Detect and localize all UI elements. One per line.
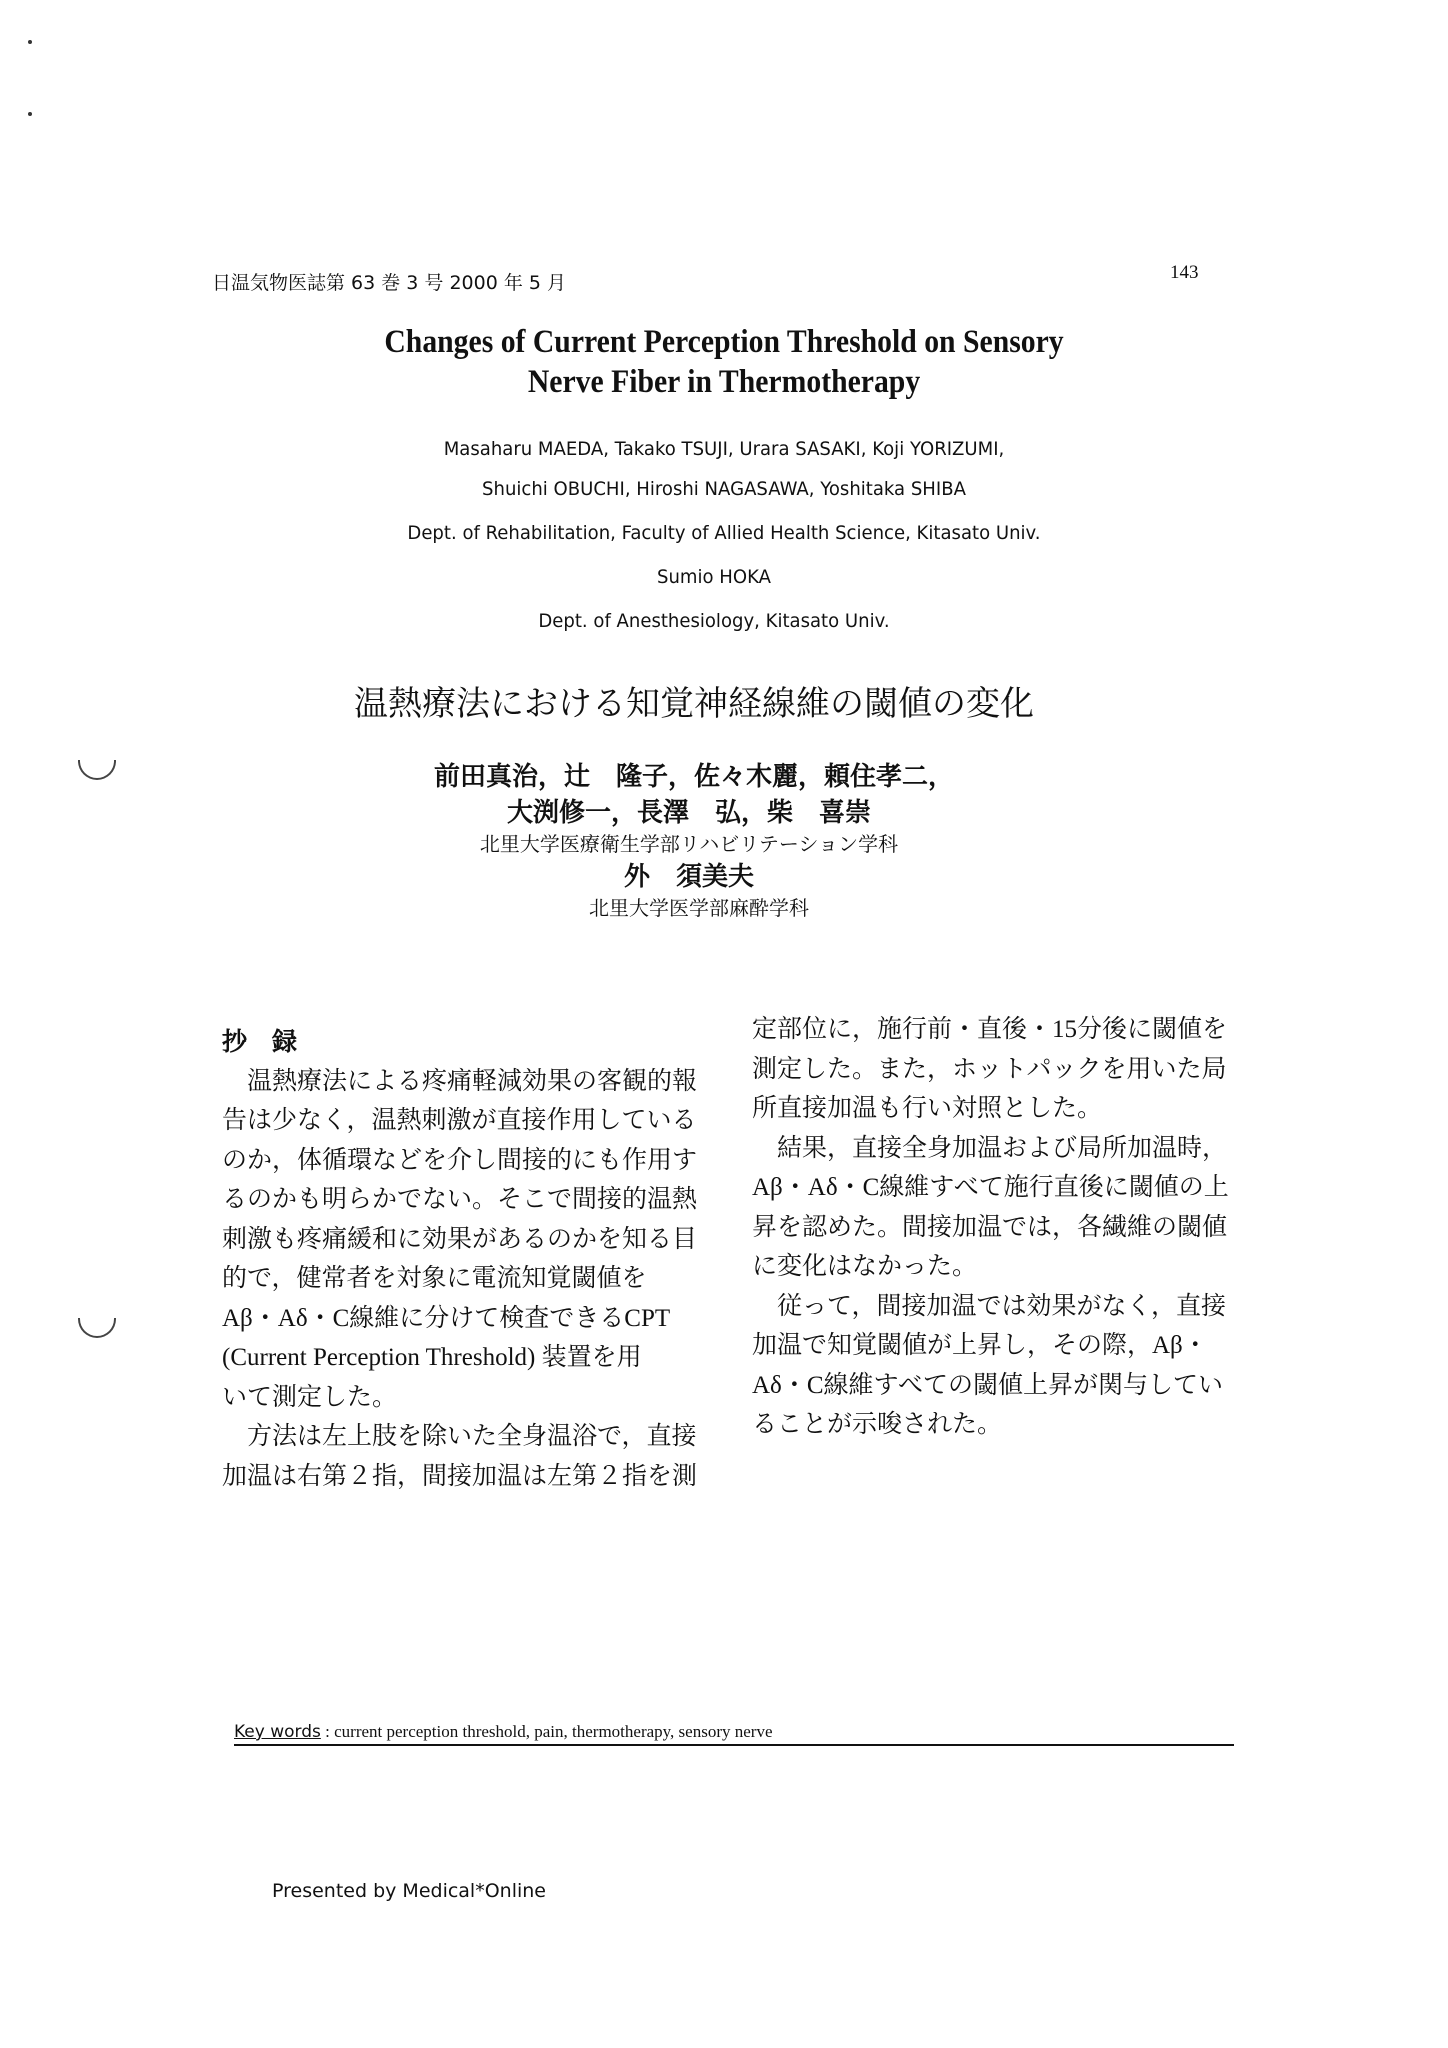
abstract-line: 刺激も疼痛緩和に効果があるのかを知る目: [222, 1225, 698, 1253]
abstract-line: に変化はなかった。: [752, 1253, 978, 1280]
authors-ja-line: 前田真治，辻 隆子，佐々木麗，頼住孝二，: [433, 762, 954, 792]
abstract-line: 所直接加温も行い対照とした。: [752, 1095, 1103, 1122]
abstract-line: Aβ・Aδ・C線維に分けて検査できるCPT: [222, 1304, 671, 1332]
author-en-2: Sumio HOKA: [657, 566, 771, 588]
keywords-separator: :: [320, 1722, 335, 1741]
affiliation-en-2: Dept. of Anesthesiology, Kitasato Univ.: [538, 610, 890, 632]
keywords: [234, 1722, 1234, 1746]
abstract-line: 的で，健常者を対象に電流知覚閾値を: [222, 1265, 647, 1292]
footer-credit: Presented by Medical*Online: [272, 1880, 546, 1902]
abstract-line: (Current Perception Threshold) 装置を用: [222, 1344, 642, 1371]
keywords-text: current perception threshold, pain, thermotherapy, sensory nerve: [334, 1722, 773, 1741]
affiliation-ja-2: 北里大学医学部麻酔学科: [589, 896, 809, 920]
abstract-line: 加温は右第２指，間接加温は左第２指を測: [222, 1462, 698, 1490]
page-number: 143: [1170, 262, 1199, 283]
abstract-line: 温熱療法による疼痛軽減効果の客観的報: [222, 1067, 698, 1095]
authors-ja-line: 大渕修一，長澤 弘，柴 喜崇: [506, 798, 871, 828]
scan-speck: [28, 112, 32, 116]
affiliation-en-1: Dept. of Rehabilitation, Faculty of Allied Health Science, Kitasato Univ.: [407, 522, 1041, 544]
abstract-line: 告は少なく，温熱刺激が直接作用している: [222, 1107, 697, 1134]
abstract-heading: 抄 録: [222, 1027, 298, 1056]
scan-speck: [28, 40, 32, 44]
affiliation-ja-1: 北里大学医療衛生学部リハビリテーション学科: [479, 832, 899, 856]
abstract-line: 定部位に，施行前・直後・15分後に閾値を: [752, 1016, 1228, 1043]
abstract-line: 加温で知覚閾値が上昇し，その際，Aβ・: [752, 1332, 1208, 1359]
authors-en-line: Shuichi OBUCHI, Hiroshi NAGASAWA, Yoshitaka SHIBA: [482, 478, 966, 500]
abstract-line: Aδ・C線維すべての閾値上昇が関与してい: [752, 1371, 1224, 1399]
abstract-line: いて測定した。: [222, 1383, 398, 1411]
author-ja-2: 外 須美夫: [623, 862, 754, 892]
abstract-line: のか，体循環などを介し間接的にも作用す: [222, 1146, 698, 1174]
abstract-right-column: [752, 1010, 1229, 1445]
title-ja: 温熱療法における知覚神経線維の閾値の変化: [354, 686, 1034, 723]
abstract-line: 方法は左上肢を除いた全身温浴で，直接: [222, 1423, 697, 1450]
abstract-line: 結果，直接全身加温および局所加温時，: [752, 1134, 1228, 1162]
title-en-line: Nerve Fiber in Thermotherapy: [527, 364, 921, 400]
abstract-line: Aβ・Aδ・C線維すべて施行直後に閾値の上: [752, 1174, 1229, 1201]
abstract-line: 測定した。また，ホットパックを用いた局: [752, 1055, 1227, 1083]
title-en-line: Changes of Current Perception Threshold on Sensory: [384, 324, 1064, 360]
abstract-line: 昇を認めた。間接加温では，各繊維の閾値: [752, 1213, 1228, 1241]
abstract-line: 従って，間接加温では効果がなく，直接: [752, 1292, 1227, 1320]
abstract-line: ることが示唆された。: [752, 1411, 1003, 1438]
keywords-label: Key words: [234, 1722, 321, 1742]
abstract-left-column: [222, 1022, 697, 1496]
binder-hole-mark: [78, 1318, 116, 1338]
title-en: [72, 322, 1375, 402]
journal-header: 日温気物医誌第 63 巻 3 号 2000 年 5 月: [212, 272, 567, 294]
abstract-line: るのかも明らかでない。そこで間接的温熱: [222, 1186, 698, 1213]
authors-en-line: Masaharu MAEDA, Takako TSUJI, Urara SASAKI, Koji YORIZUMI,: [443, 438, 1005, 460]
